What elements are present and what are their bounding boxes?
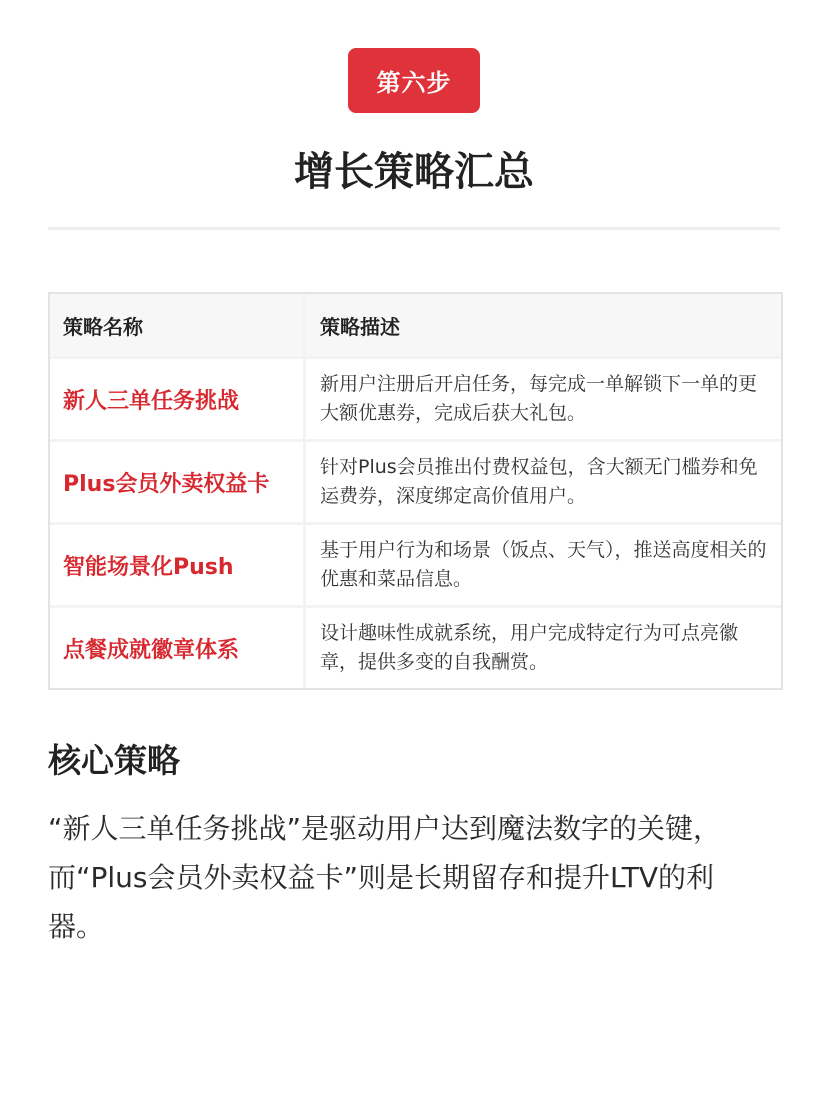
core-strategy-heading: 核心策略 — [48, 741, 180, 780]
strategy-name-cell — [50, 442, 303, 522]
step-badge: 第六步 — [348, 48, 480, 113]
strategy-description: 新用户注册后开启任务，每完成一单解锁下一单的更大额优惠券，完成后获大礼包。 — [320, 373, 758, 424]
table-header-row — [50, 294, 781, 356]
header-strategy-name: 策略名称 — [50, 294, 303, 356]
strategy-table — [48, 292, 783, 690]
strategy-description: 针对Plus会员推出付费权益包，含大额无门槛券和免运费券，深度绑定高价值用户。 — [320, 456, 758, 507]
strategy-description-cell — [306, 442, 781, 522]
strategy-description: 基于用户行为和场景（饭点、天气），推送高度相关的优惠和菜品信息。 — [320, 539, 767, 590]
strategy-name: 新人三单任务挑战 — [63, 388, 240, 414]
strategy-name-cell — [50, 608, 303, 688]
table-row — [50, 608, 781, 688]
strategy-description: 设计趣味性成就系统，用户完成特定行为可点亮徽章，提供多变的自我酬赏。 — [320, 622, 739, 673]
core-strategy-paragraph: “新人三单任务挑战”是驱动用户达到魔法数字的关键，而“Plus会员外卖权益卡”则是长期留存和提升LTV的利器。 — [48, 812, 722, 943]
strategy-name-cell — [50, 359, 303, 439]
strategy-description-cell — [306, 359, 781, 439]
strategy-description-cell — [306, 608, 781, 688]
strategy-name-cell — [50, 525, 303, 605]
table-row — [50, 525, 781, 605]
table-row — [50, 359, 781, 439]
title-divider — [48, 227, 780, 230]
table-row — [50, 442, 781, 522]
page-title: 增长策略汇总 — [294, 149, 534, 195]
strategy-name: Plus会员外卖权益卡 — [63, 471, 270, 497]
strategy-name: 智能场景化Push — [63, 554, 234, 580]
header-strategy-description: 策略描述 — [306, 294, 781, 356]
strategy-name: 点餐成就徽章体系 — [63, 637, 240, 663]
strategy-description-cell — [306, 525, 781, 605]
